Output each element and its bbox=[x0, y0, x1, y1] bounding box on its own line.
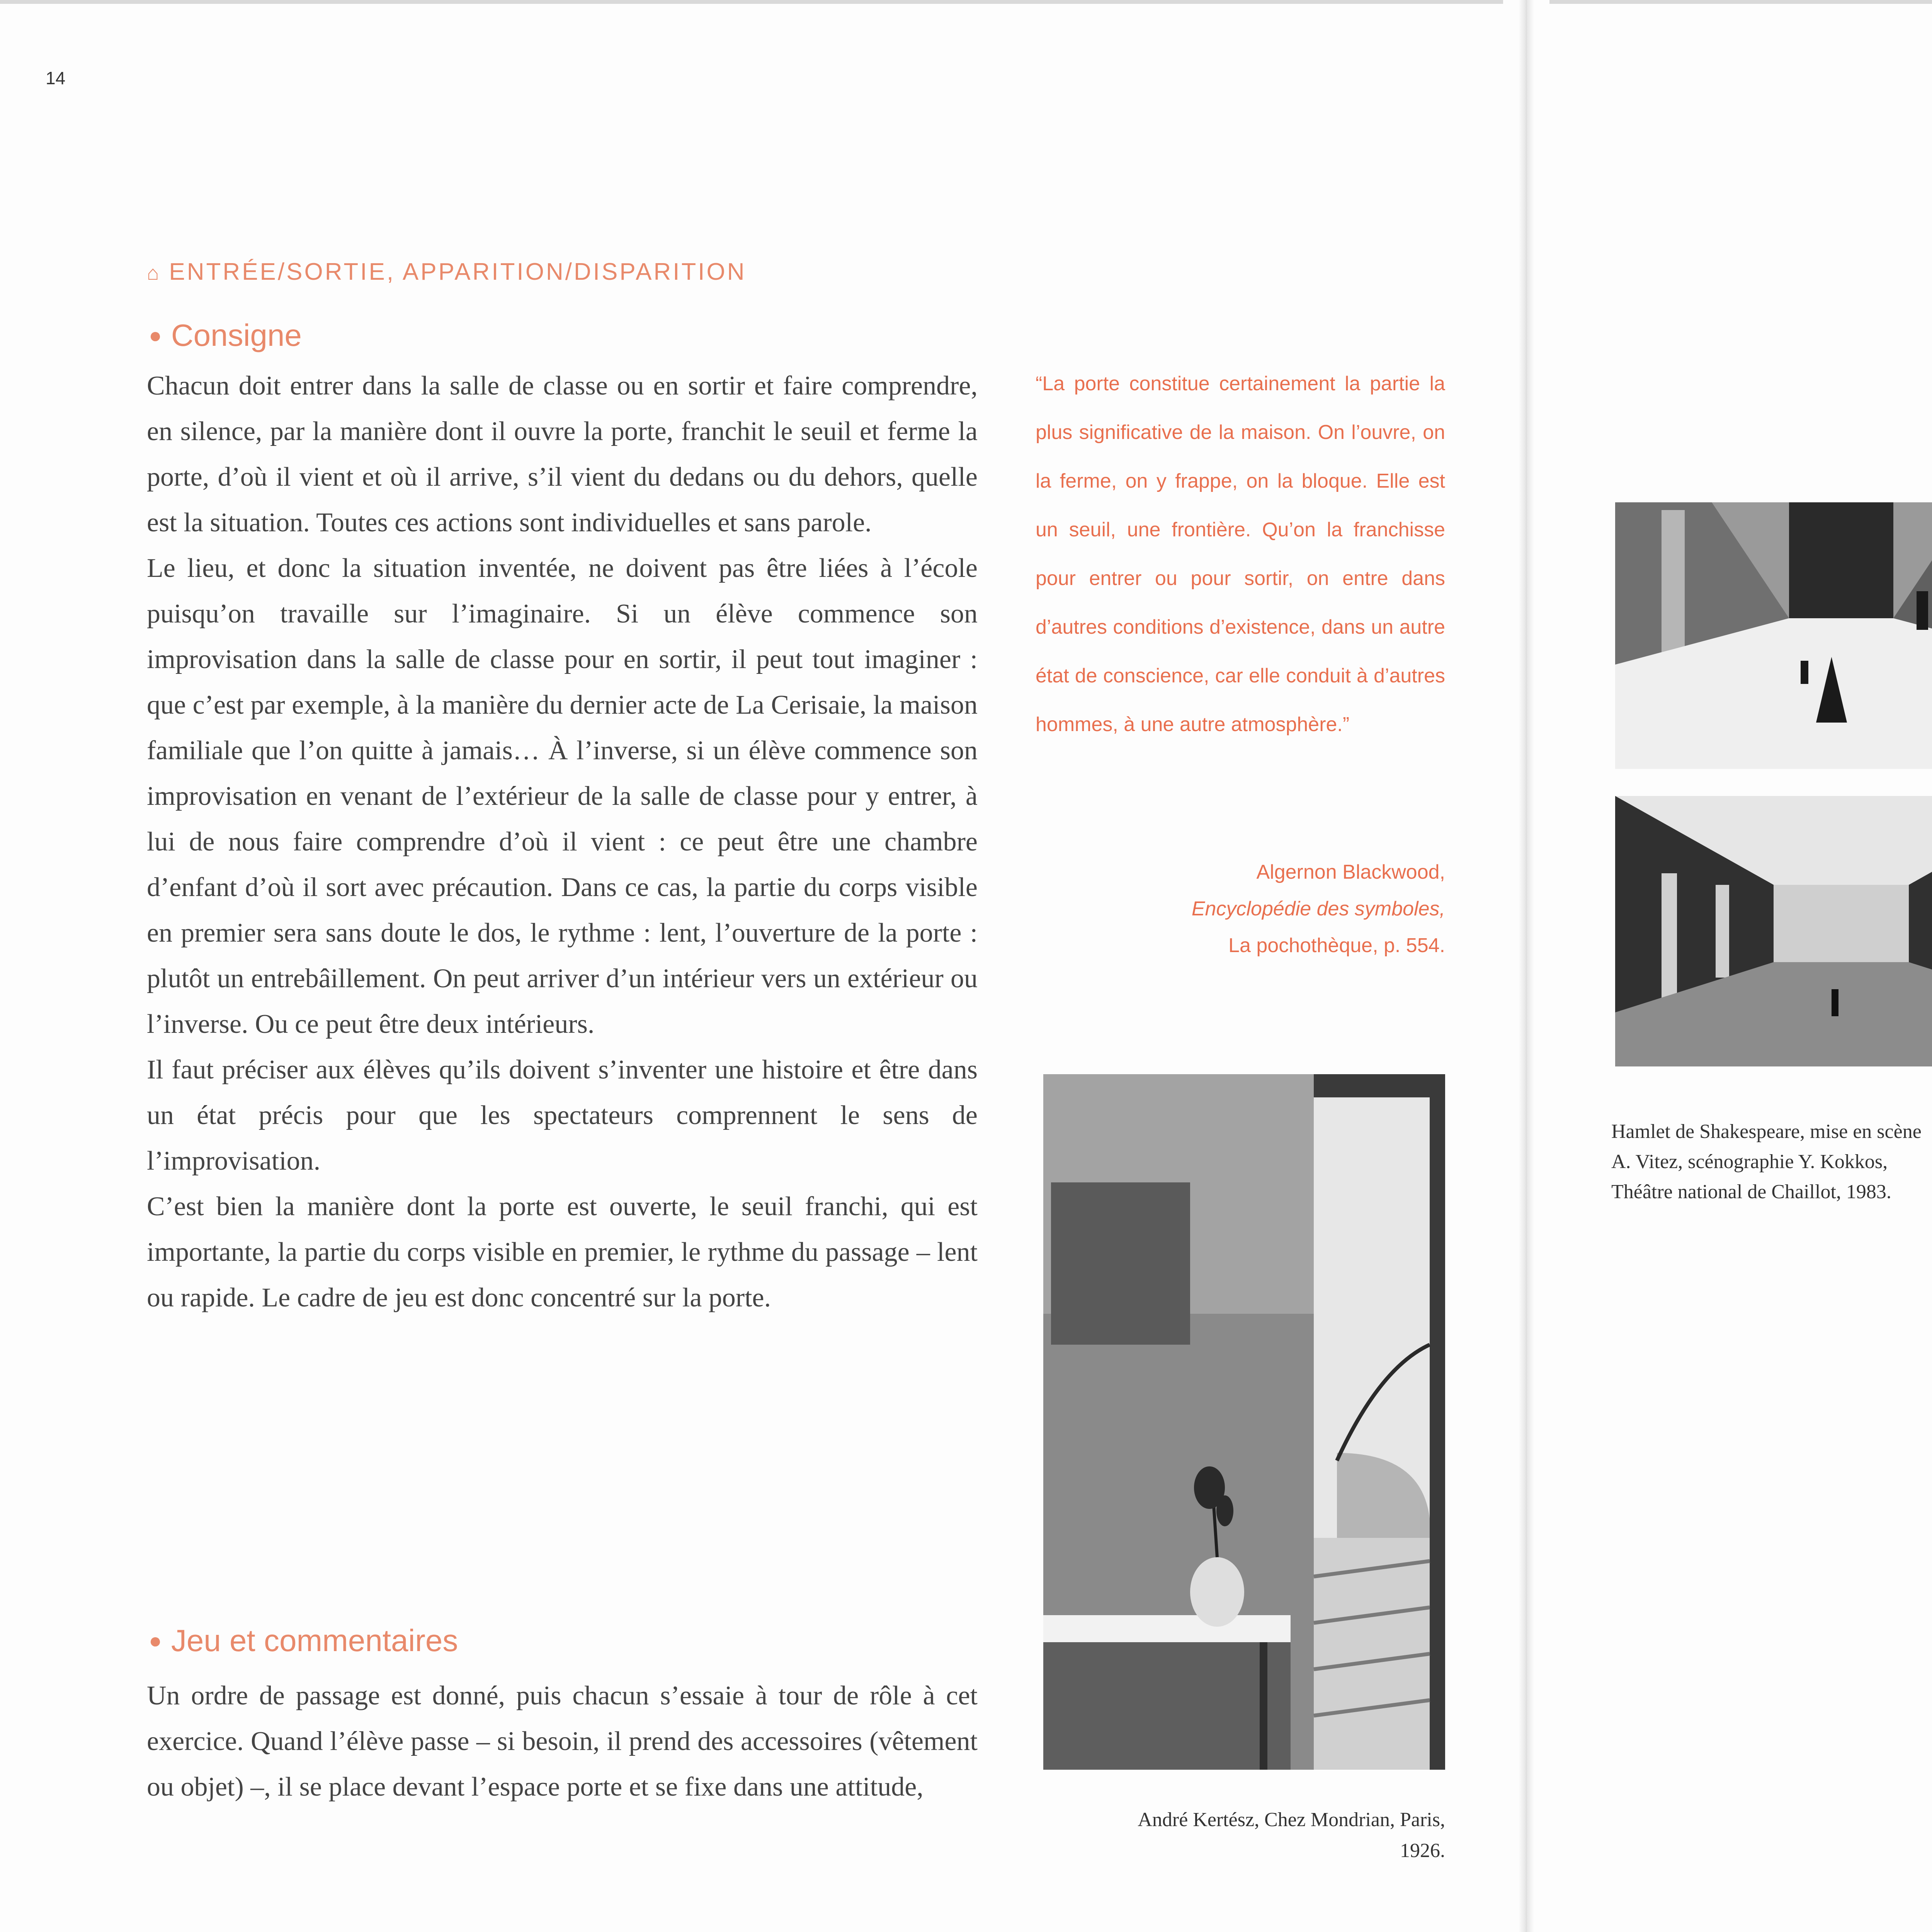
consigne-heading bbox=[149, 318, 302, 353]
caption-chez-mondrian-line-2: 1926. bbox=[1400, 1840, 1445, 1862]
book-gutter bbox=[1519, 0, 1534, 1932]
consigne-paragraph-3: Il faut préciser aux élèves qu’ils doivent s’inventer une histoire et être dans un état précis pour que les spectateurs comprennent le sens de l’improvisation. bbox=[147, 1055, 978, 1176]
caption-chez-mondrian-line-1: André Kertész, Chez Mondrian, Paris, bbox=[1138, 1809, 1445, 1831]
quote-author: Algernon Blackwood, bbox=[1256, 861, 1445, 883]
section-title: ENTRÉE/SORTIE, APPARITION/DISPARITION bbox=[169, 259, 747, 285]
photo-chez-mondrian-image bbox=[1043, 1074, 1445, 1770]
photo-hamlet-stage-1-image bbox=[1615, 502, 1932, 769]
photo-hamlet-stage-2-image bbox=[1615, 796, 1932, 1066]
quote-work: Encyclopédie des symboles, bbox=[1191, 898, 1445, 920]
consigne-heading-text: Consigne bbox=[171, 318, 302, 352]
consigne-body bbox=[147, 363, 978, 1321]
door-icon: ⌂ bbox=[147, 262, 159, 284]
photo-hamlet-stage-2 bbox=[1615, 796, 1932, 1066]
consigne-paragraph-2: Le lieu, et donc la situation inventée, ne doivent pas être liées à l’école puisqu’on travaille sur l’imaginaire. Si un élève commence son improvisation dans la salle de classe pour en sortir, il peut tout imaginer : que c’est par exemple, à la manière du dernier acte de La Cerisaie, la maison familiale que l’on quitte à jamais… À l’inverse, si un élève commence son improvisation en venant de l’extérieur de la salle de classe pour y entrer, à lui de nous faire comprendre d’où il vient : ce peut être une chambre d’enfant d’où il sort avec précaution. Dans ce cas, la partie du corps visible en premier sera sans doute le dos, le rythme : lent, l’ouverture de la porte : plutôt un entrebâillement. On peut arriver d’un intérieur vers un extérieur ou l’inverse. Ou ce peut être deux intérieurs. bbox=[147, 553, 978, 1039]
photo-hamlet-stage-1 bbox=[1615, 502, 1932, 769]
quote-source bbox=[1036, 854, 1445, 964]
jeu-body bbox=[147, 1673, 978, 1810]
caption-hamlet-line-1: Hamlet de Shakespeare, mise en scène bbox=[1611, 1121, 1922, 1143]
consigne-paragraph-4: C’est bien la manière dont la porte est ouverte, le seuil franchi, qui est importante, la partie du corps visible en premier, le rythme du passage – lent ou rapide. Le cadre de jeu est donc concentré sur la porte. bbox=[147, 1192, 978, 1313]
caption-hamlet-line-2: A. Vitez, scénographie Y. Kokkos, bbox=[1611, 1151, 1888, 1173]
jeu-heading bbox=[149, 1623, 458, 1658]
jeu-paragraph: Un ordre de passage est donné, puis chacun s’essaie à tour de rôle à cet exercice. Quand l’élève passe – si besoin, il prend des accessoires (vêtement ou objet) –, il se place devant l’espace porte et se fixe dans une attitude, bbox=[147, 1681, 978, 1802]
jeu-heading-text: Jeu et commentaires bbox=[171, 1623, 458, 1658]
bullet-icon: ● bbox=[149, 1628, 162, 1653]
quote-publisher: La pochothèque, p. 554. bbox=[1228, 934, 1445, 957]
page-number-left: 14 bbox=[46, 68, 66, 88]
caption-chez-mondrian bbox=[1036, 1804, 1445, 1866]
consigne-paragraph-1: Chacun doit entrer dans la salle de classe ou en sortir et faire comprendre, en silence, par la manière dont il ouvre la porte, franchit le seuil et ferme la porte, d’où il vient et où il arrive, s’il vient du dedans ou du dehors, quelle est la situation. Toutes ces actions sont individuelles et sans parole. bbox=[147, 371, 978, 537]
caption-hamlet-line-3: Théâtre national de Chaillot, 1983. bbox=[1611, 1181, 1891, 1203]
photo-chez-mondrian bbox=[1043, 1074, 1445, 1770]
section-header bbox=[147, 258, 1036, 286]
caption-hamlet bbox=[1611, 1117, 1932, 1207]
right-page-edge bbox=[1549, 0, 1932, 4]
door-quote: “La porte constitue certainement la partie la plus significative de la maison. On l’ouvre, on la ferme, on y frappe, on la bloque. Elle est un seuil, une frontière. Qu’on la franchisse pour entrer ou pour sortir, on entre dans d’autres conditions d’existence, dans un autre état de conscience, car elle conduit à d’autres hommes, à une autre atmosphère.” bbox=[1036, 372, 1445, 736]
bullet-icon: ● bbox=[149, 323, 162, 347]
left-page-edge bbox=[0, 0, 1503, 4]
